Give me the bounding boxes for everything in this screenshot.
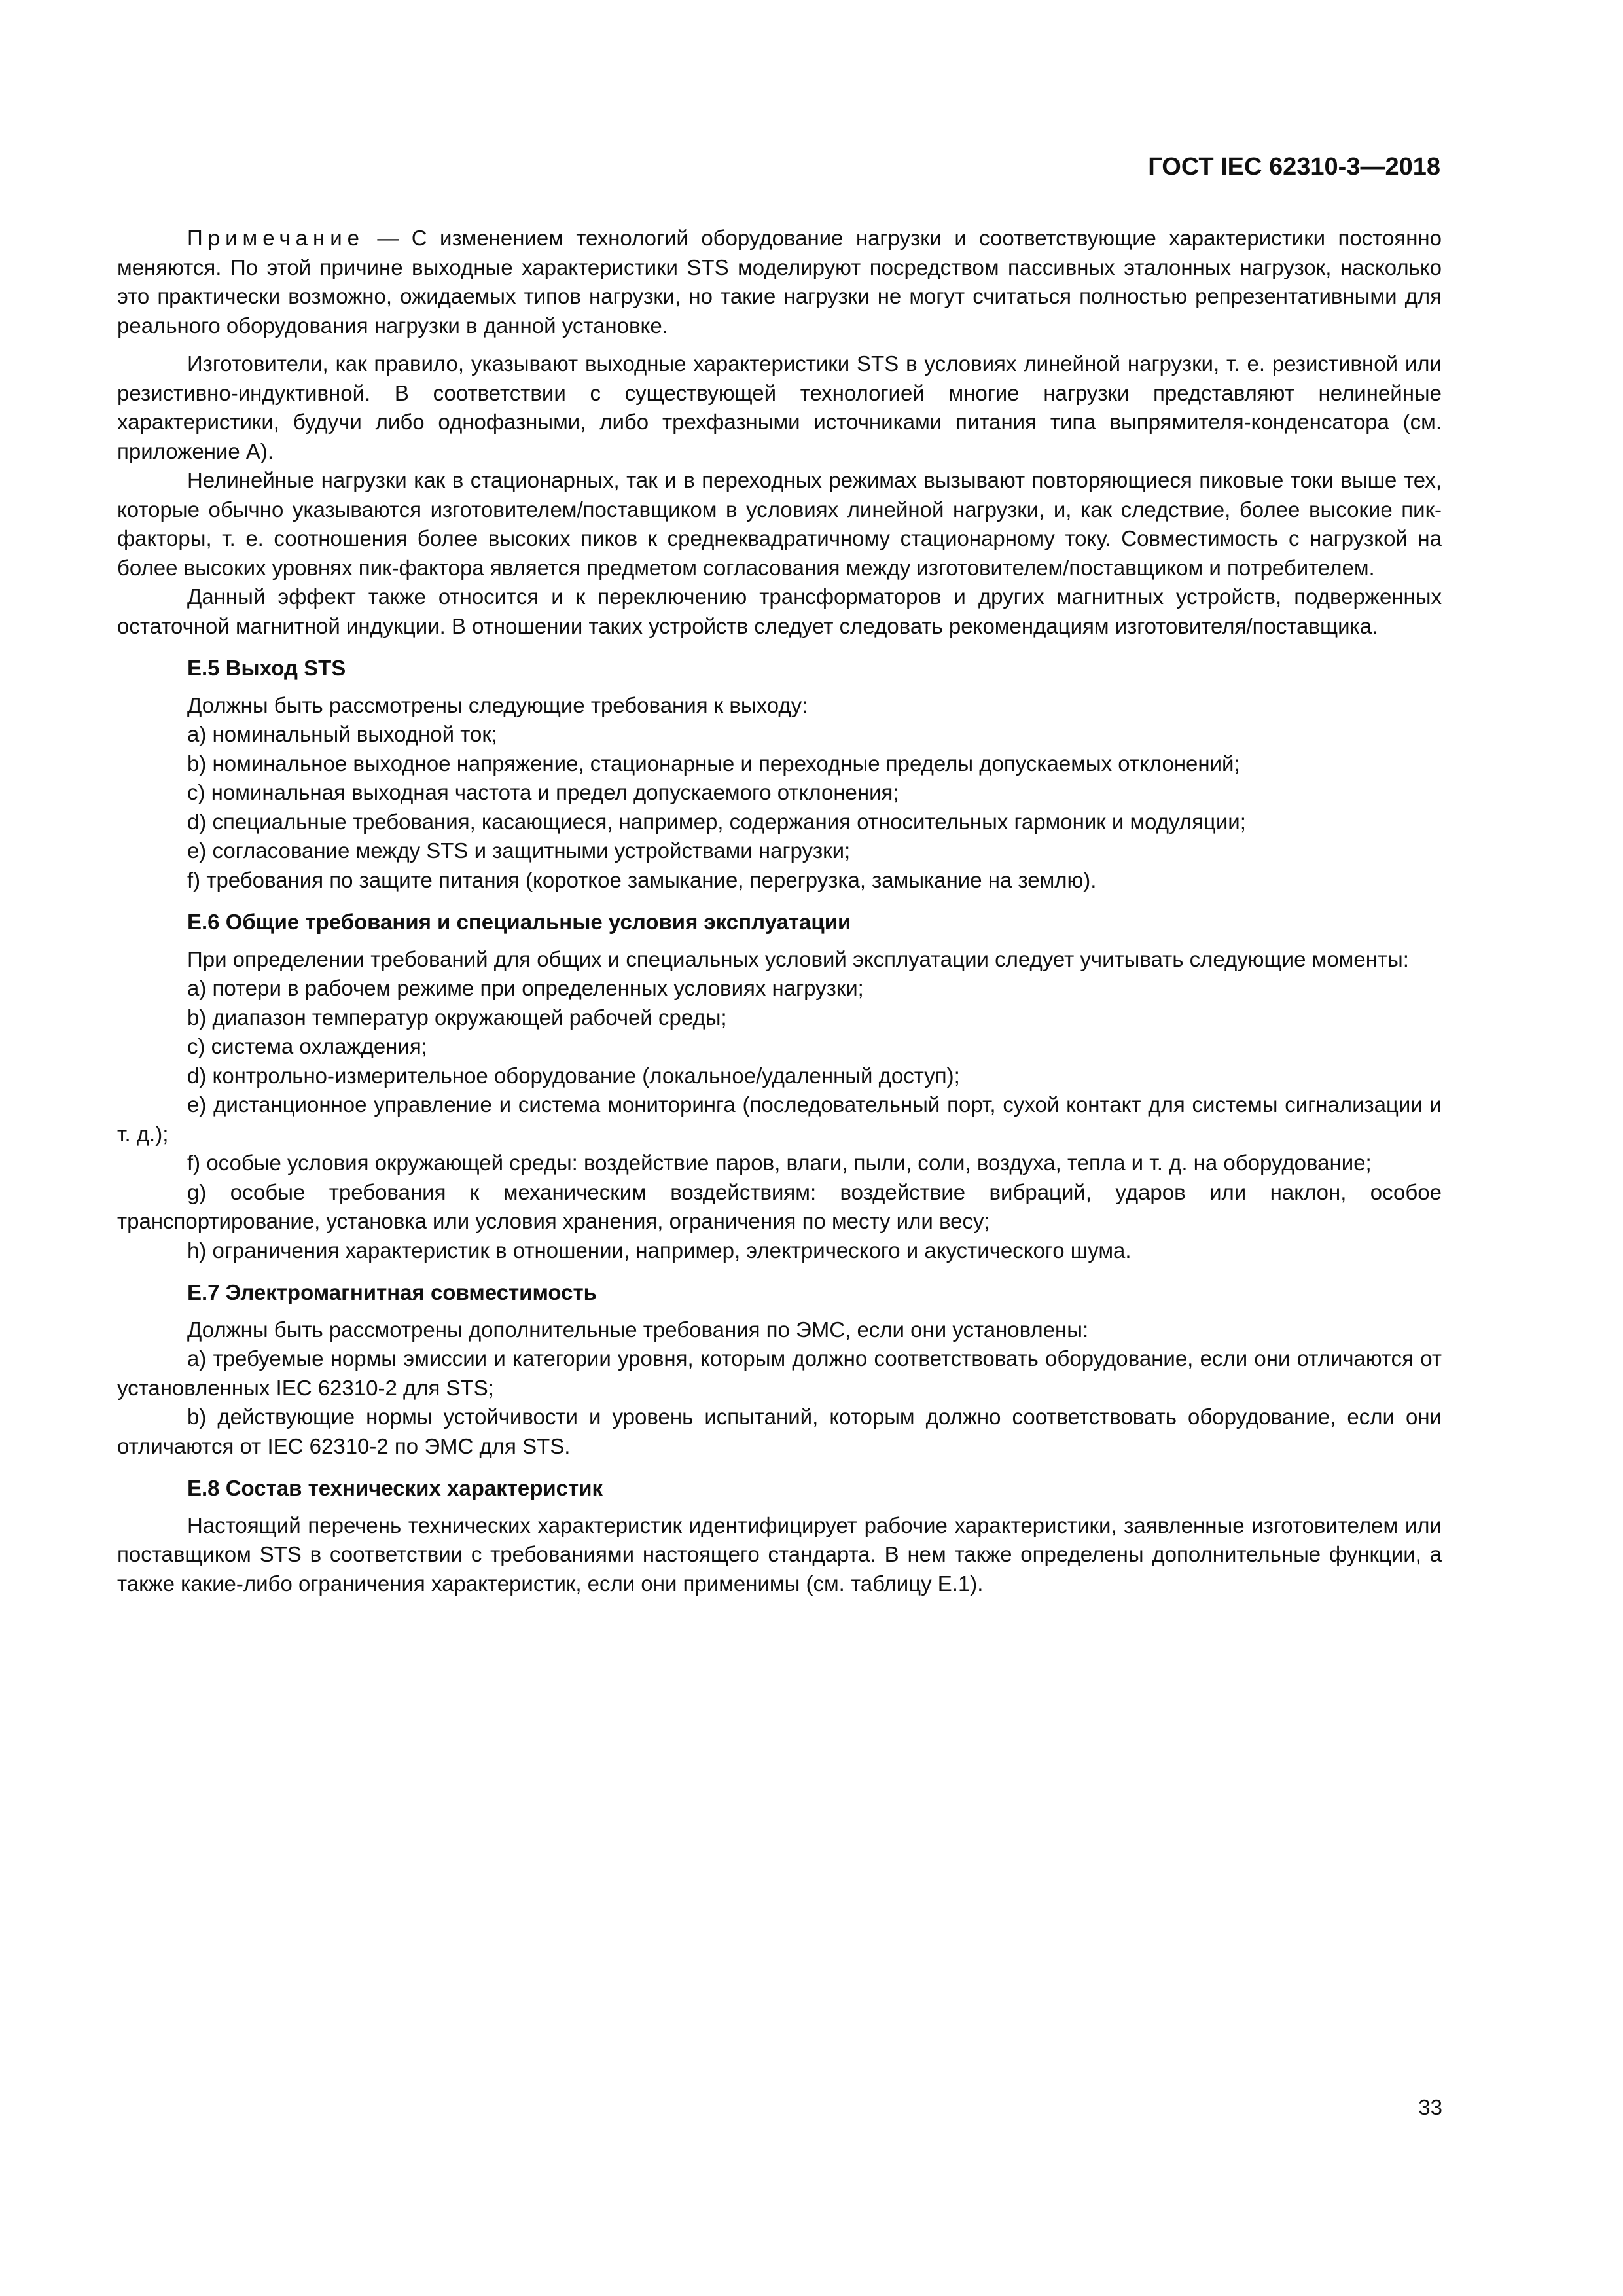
paragraph: Нелинейные нагрузки как в стационарных, так и в переходных режимах вызывают повторяющиеся пиковые токи выше тех, которые обычно указываются изготовителем/поставщиком в условиях линейной нагрузки, и, как следствие, более высокие пик-факторы, т. е. соотношения более высоких пиков к среднеквадратичному стационарному току. Совместимость с нагрузкой на более высоких уровнях пик-фактора является предметом согласования между изготовителем/поставщиком и потребителем. <box>117 468 1442 580</box>
paragraph: Изготовители, как правило, указывают выходные характеристики STS в условиях линейной нагрузки, т. е. резистивной или резистивно-индуктивной. В соответствии с существующей технологией многие нагрузки представляют нелинейные характеристики, будучи либо однофазными, либо трехфазными источниками питания типа выпрямителя-конденсатора (см. приложение А). <box>117 351 1442 463</box>
paragraph: Данный эффект также относится и к переключению трансформаторов и других магнитных устройств, подверженных остаточной магнитной индукции. В отношении таких устройств следует следовать рекомендациям изготовителя/поставщика. <box>117 584 1442 638</box>
list-item: b) диапазон температур окружающей рабочей среды; <box>187 1005 727 1030</box>
section-intro: При определении требований для общих и специальных условий эксплуатации следует учитывать следующие моменты: <box>187 946 1409 971</box>
paragraph: Настоящий перечень технических характеристик идентифицирует рабочие характеристики, заявленные изготовителем или поставщиком STS в соответствии с требованиями настоящего стандарта. В нем также определены дополнительные функции, а также какие-либо ограничения характеристик, если они применимы (см. таблицу Е.1). <box>117 1513 1442 1596</box>
section-heading-e8: Е.8 Состав технических характеристик <box>187 1476 603 1500</box>
section-heading-e6: Е.6 Общие требования и специальные условия эксплуатации <box>187 910 851 934</box>
list-item: f) особые условия окружающей среды: воздействие паров, влаги, пыли, соли, воздуха, тепла и т. д. на оборудование; <box>187 1151 1372 1175</box>
list-item: g) особые требования к механическим воздействиям: воздействие вибраций, ударов или наклон, особое транспортирование, установка или условия хранения, ограничения по месту или весу; <box>117 1179 1442 1233</box>
section-heading-e5: Е.5 Выход STS <box>187 656 346 680</box>
list-item: h) ограничения характеристик в отношении, например, электрического и акустического шума. <box>187 1238 1132 1263</box>
section-heading-e7: Е.7 Электромагнитная совместимость <box>187 1280 597 1304</box>
list-item: d) специальные требования, касающиеся, например, содержания относительных гармоник и модуляции; <box>187 809 1246 834</box>
section-intro: Должны быть рассмотрены дополнительные требования по ЭМС, если они установлены: <box>187 1317 1089 1342</box>
page-number: 33 <box>1418 2095 1442 2119</box>
list-item: b) действующие нормы устойчивости и уровень испытаний, которым должно соответствовать оборудование, если они отличаются от IEC 62310-2 по ЭМС для STS. <box>117 1405 1442 1458</box>
list-item: a) номинальный выходной ток; <box>187 722 497 746</box>
list-item: b) номинальное выходное напряжение, стационарные и переходные пределы допускаемых отклонений; <box>187 751 1240 776</box>
list-item: a) потери в рабочем режиме при определенных условиях нагрузки; <box>187 976 864 1000</box>
page-body <box>117 224 1442 1598</box>
note-paragraph <box>117 224 1442 340</box>
list-item: e) дистанционное управление и система мониторинга (последовательный порт, сухой контакт для системы сигнализации и т. д.); <box>117 1092 1442 1146</box>
list-item: f) требования по защите питания (короткое замыкание, перегрузка, замыкание на землю). <box>187 867 1097 892</box>
section-intro: Должны быть рассмотрены следующие требования к выходу: <box>187 692 808 717</box>
note-label: Примечание <box>187 226 365 250</box>
list-item: d) контрольно-измерительное оборудование (локальное/удаленный доступ); <box>187 1063 960 1088</box>
list-item: a) требуемые нормы эмиссии и категории уровня, которым должно соответствовать оборудование, если они отличаются от установленных IEC 62310-2 для STS; <box>117 1346 1442 1400</box>
list-item: e) согласование между STS и защитными устройствами нагрузки; <box>187 838 851 863</box>
list-item: c) система охлаждения; <box>187 1034 427 1058</box>
document-id: ГОСТ IEC 62310-3—2018 <box>1148 153 1440 181</box>
list-item: c) номинальная выходная частота и предел допускаемого отклонения; <box>187 780 899 804</box>
note-text: — С изменением технологий оборудование нагрузки и соответствующие характеристики постоянно меняются. По этой причине выходные характеристики STS моделируют посредством пассивных эталонных нагрузок, насколько это практически возможно, ожидаемых типов нагрузки, но такие нагрузки не могут считаться полностью репрезентативными для реального оборудования нагрузки в данной установке. <box>117 226 1442 338</box>
